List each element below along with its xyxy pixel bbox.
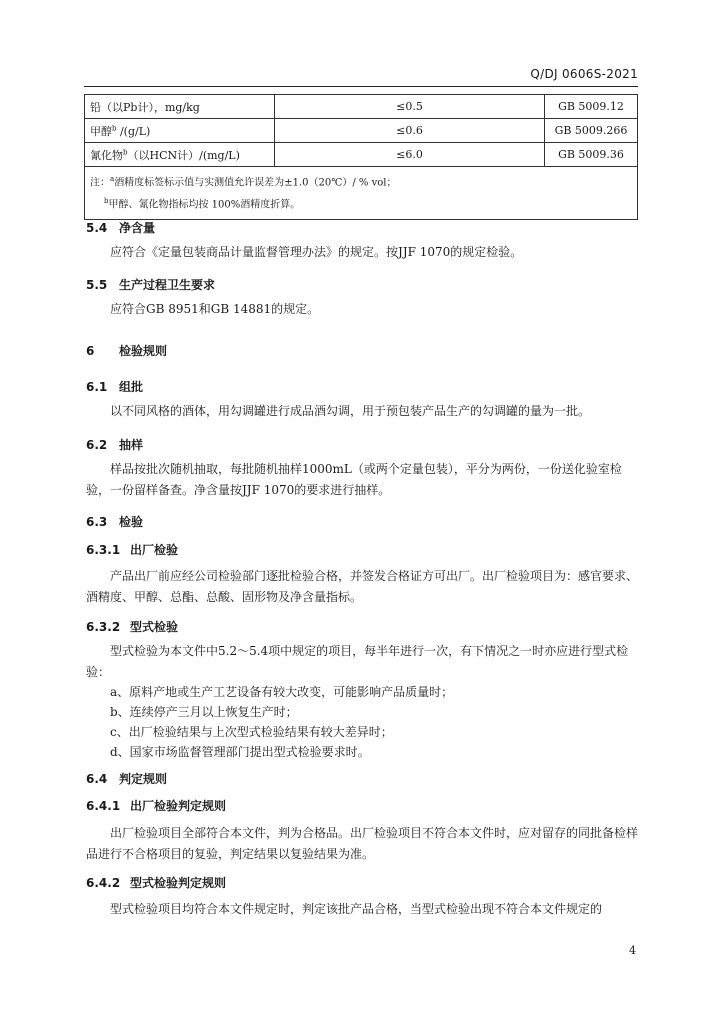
list-item: d、国家市场监督管理部门提出型式检验要求时。 — [110, 745, 370, 759]
limit-cell: ≤6.0 — [275, 143, 545, 167]
method-cell: GB 5009.266 — [545, 119, 638, 143]
item-cell: 铅（以Pb计），mg/kg — [85, 95, 275, 119]
item-cell: 甲醇$^b$ /(g/L) — [85, 119, 275, 143]
section-heading: 5.5 生产过程卫生要求 — [86, 278, 216, 292]
paragraph: 应符合《定量包装商品计量监督管理办法》的规定。按JJF 1070的规定检验。 — [110, 245, 523, 259]
limit-cell: ≤0.5 — [275, 95, 545, 119]
paragraph: 型式检验项目均符合本文件规定时，判定该批产品合格，当型式检验出现不符合本文件规定的 — [110, 902, 603, 916]
section-heading: 6.3.2 型式检验 — [86, 620, 179, 634]
section-heading: 6.4.1 出厂检验判定规则 — [86, 799, 227, 813]
section-heading: 6.3 检验 — [86, 515, 144, 529]
chapter-heading: 6 检验规则 — [86, 344, 168, 358]
paragraph: 产品出厂前应经公司检验部门逐批检验合格，并签发合格证方可出厂。出厂检验项目为：感官要求、酒精度、甲醇、总酯、总酸、固形物及净含量指标。 — [86, 569, 639, 604]
paragraph: 应符合GB 8951和GB 14881的规定。 — [110, 302, 320, 316]
item-cell: 氰化物$^b$（以HCN计）/(mg/L) — [85, 143, 275, 167]
limit-cell: ≤0.6 — [275, 119, 545, 143]
method-cell: GB 5009.12 — [545, 95, 638, 119]
paragraph: 出厂检验项目全部符合本文件，判为合格品。出厂检验项目不符合本文件时，应对留存的同批备检样品进行不合格项目的复验，判定结果以复验结果为准。 — [86, 826, 639, 861]
list-item: b、连续停产三月以上恢复生产时； — [110, 705, 298, 719]
section-heading: 6.4.2 型式检验判定规则 — [86, 876, 227, 890]
paragraph: 型式检验为本文件中5.2～5.4项中规定的项目，每半年进行一次，有下情况之一时亦应进行型式检验： — [86, 644, 629, 679]
list-item: a、原料产地或生产工艺设备有较大改变，可能影响产品质量时； — [110, 685, 454, 699]
method-cell: GB 5009.36 — [545, 143, 638, 167]
section-heading: 6.2 抽样 — [86, 438, 144, 452]
limits-table — [84, 94, 638, 220]
document-code: Q/DJ 0606S-2021 — [530, 67, 638, 81]
table-row — [85, 143, 638, 167]
table-note: 注：$^a$酒精度标签标示值与实测值允许误差为±1.0（20℃）/ % vol； $^b$甲醇、氰化物指标均按 100%酒精度折算。 — [85, 167, 638, 220]
table-row — [85, 119, 638, 143]
section-heading: 6.4 判定规则 — [86, 772, 168, 786]
section-heading: 5.4 净含量 — [86, 221, 156, 235]
section-heading: 6.3.1 出厂检验 — [86, 543, 179, 557]
table-row — [85, 95, 638, 119]
list-item: c、出厂检验结果与上次型式检验结果有较大差异时； — [110, 725, 393, 739]
table-note-row — [85, 167, 638, 220]
section-heading: 6.1 组批 — [86, 380, 144, 394]
paragraph: 样品按批次随机抽取，每批随机抽样1000mL（或两个定量包装），平分为两份，一份送化验室检验，一份留样备查。净含量按JJF 1070的要求进行抽样。 — [86, 462, 622, 497]
page-number: 4 — [629, 944, 636, 957]
paragraph: 以不同风格的酒体，用勾调罐进行成品酒勾调，用于预包装产品生产的勾调罐的量为一批。 — [110, 404, 591, 418]
header-rule — [84, 86, 638, 87]
